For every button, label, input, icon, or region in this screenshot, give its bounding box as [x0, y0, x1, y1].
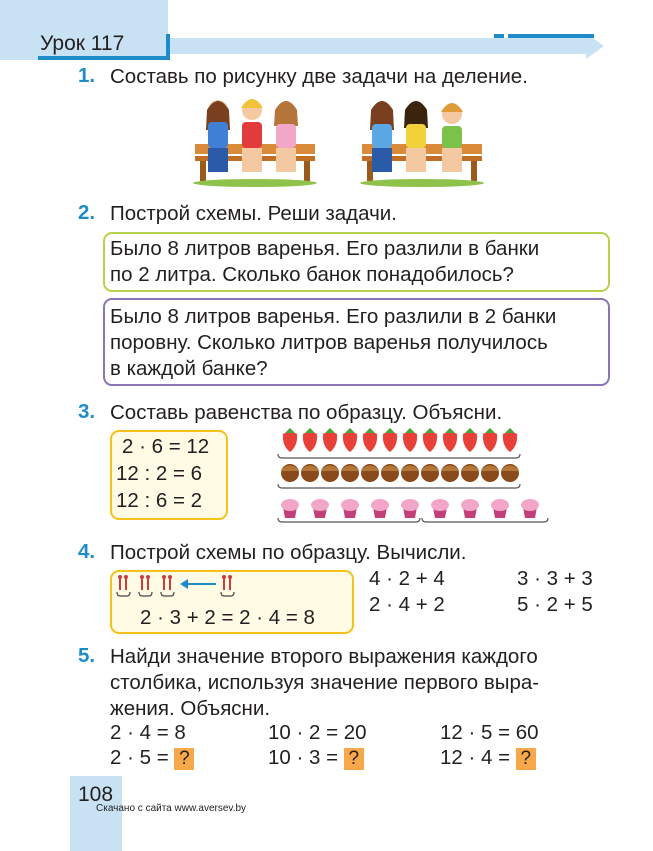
- sample-equation: 2 · 3 + 2 = 2 · 4 = 8: [140, 606, 315, 629]
- task-3-number: 3.: [78, 400, 96, 423]
- task-4-text: Построй схемы по образцу. Вычисли.: [110, 541, 467, 564]
- problem-2-line-3: в каждой банке?: [110, 357, 268, 380]
- task-2-number: 2.: [78, 201, 96, 224]
- source-note: Скачано с сайта www.aversev.by: [96, 803, 247, 814]
- col3-row2-expr: 12 · 4 =: [440, 746, 511, 769]
- header-dashes: [494, 34, 594, 38]
- task-4-number: 4.: [78, 540, 96, 563]
- task-5-line-2: столбика, используя значение первого выра-: [110, 671, 540, 694]
- exercise-1: 4 · 2 + 4: [369, 567, 445, 590]
- col2-row2-expr: 10 · 3 =: [268, 746, 339, 769]
- header-stripe: [168, 38, 588, 54]
- task-5-line-3: жения. Объясни.: [110, 697, 271, 720]
- girls-on-benches-illustration: [190, 92, 490, 188]
- equation-2: 12 : 2 = 6: [116, 462, 203, 485]
- task-3-text: Составь равенства по образцу. Объясни.: [110, 401, 503, 424]
- task-5-number: 5.: [78, 644, 96, 667]
- unknown-answer-box: ?: [344, 748, 364, 770]
- col1-row1: 2 · 4 = 8: [110, 721, 186, 744]
- col3-row2: [440, 745, 536, 771]
- problem-2-line-1: Было 8 литров варенья. Его разлили в 2 банки: [110, 305, 557, 328]
- header-bar-vertical: [166, 34, 170, 60]
- task-5-line-1: Найди значение второго выражения каждого: [110, 645, 538, 668]
- objects-rows-illustration: [276, 426, 554, 526]
- problem-1-line-2: по 2 литра. Сколько банок понадобилось?: [110, 263, 514, 286]
- exercise-3: 2 · 4 + 2: [369, 593, 445, 616]
- task-1-number: 1.: [78, 64, 96, 87]
- lesson-title: Урок 117: [40, 32, 125, 55]
- page-number: 108: [78, 783, 114, 806]
- col1-row2-expr: 2 · 5 =: [110, 746, 169, 769]
- equation-1: 2 · 6 = 12: [122, 435, 210, 458]
- unknown-answer-box: ?: [174, 748, 194, 770]
- col3-row1: 12 · 5 = 60: [440, 721, 539, 744]
- problem-1-line-1: Было 8 литров варенья. Его разлили в банки: [110, 237, 540, 260]
- problem-2-line-2: поровну. Сколько литров варенья получилось: [110, 331, 548, 354]
- col2-row2: [268, 745, 364, 771]
- equation-3: 12 : 6 = 2: [116, 489, 203, 512]
- col1-row2: [110, 745, 194, 771]
- exercise-4: 5 · 2 + 5: [517, 593, 593, 616]
- task-2-text: Построй схемы. Реши задачи.: [110, 202, 397, 225]
- col2-row1: 10 · 2 = 20: [268, 721, 367, 744]
- task-1-text: Составь по рисунку две задачи на деление.: [110, 65, 528, 88]
- unknown-answer-box: ?: [516, 748, 536, 770]
- sample-scheme-diagram: [116, 574, 246, 600]
- exercise-2: 3 · 3 + 3: [517, 567, 593, 590]
